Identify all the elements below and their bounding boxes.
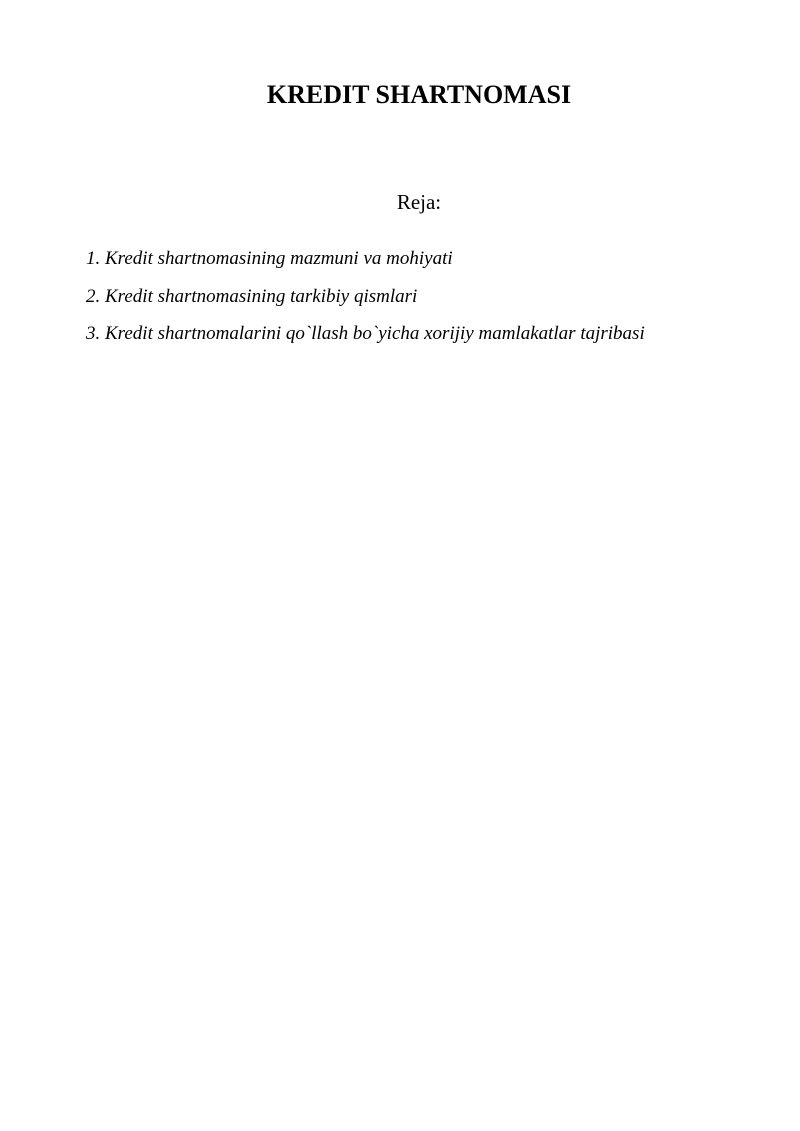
plan-item-3: 3. Kredit shartnomalarini qo`llash bo`yicha xorijiy mamlakatlar tajribasi xyxy=(86,323,645,344)
plan-list xyxy=(86,240,786,353)
plan-item-2: 2. Kredit shartnomasining tarkibiy qismlari xyxy=(86,285,418,307)
plan-item-1: 1. Kredit shartnomasining mazmuni va mohiyati xyxy=(86,248,453,269)
plan-heading: Reja: xyxy=(396,190,442,214)
document-title: KREDIT SHARTNOMASI xyxy=(266,80,572,109)
